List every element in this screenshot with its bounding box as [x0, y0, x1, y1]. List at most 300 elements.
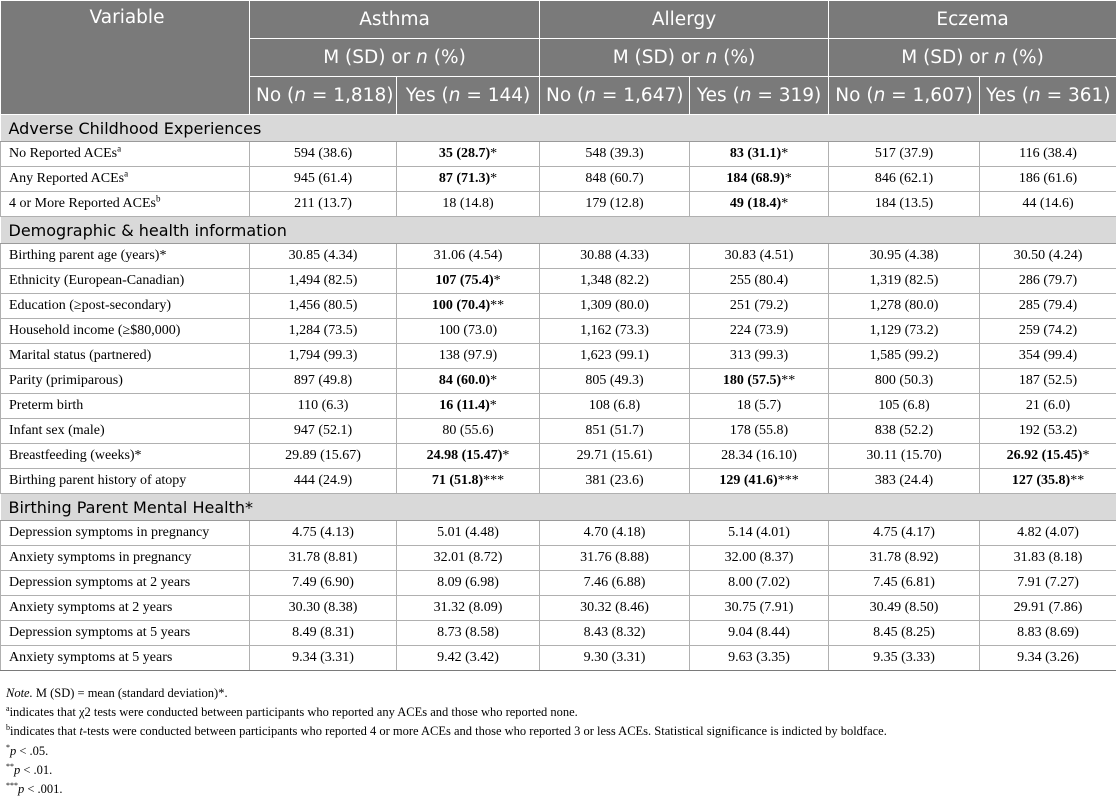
table-cell — [829, 319, 980, 344]
table-row — [1, 621, 1116, 646]
cell-value: 31.32 (8.09) — [433, 600, 503, 615]
table-cell — [980, 344, 1116, 369]
cell-value: 9.04 (8.44) — [728, 625, 790, 640]
significance-marker: * — [781, 146, 789, 161]
row-label-text: Preterm birth — [9, 398, 84, 413]
cell-value: 4.82 (4.07) — [1017, 525, 1079, 540]
table-cell — [250, 244, 397, 269]
cell-value: 49 (18.4) — [729, 196, 782, 211]
table-cell — [540, 546, 690, 571]
cell-value: 30.30 (8.38) — [288, 600, 358, 615]
significance-marker: * — [781, 196, 789, 211]
row-label-text: Anxiety symptoms at 5 years — [9, 650, 173, 665]
cell-value: 224 (73.9) — [729, 323, 789, 338]
cell-value: 1,794 (99.3) — [288, 348, 358, 363]
row-label-text: Household income (≥$80,000) — [9, 323, 181, 338]
cell-value: 31.83 (8.18) — [1013, 550, 1083, 565]
table-cell — [690, 596, 829, 621]
table-cell — [250, 269, 397, 294]
cell-value: 9.35 (3.33) — [873, 650, 935, 665]
col-header-eczema-no: No (n = 1,607) — [829, 77, 980, 115]
cell-value: 179 (12.8) — [585, 196, 644, 211]
cell-value: 285 (79.4) — [1018, 298, 1078, 313]
table-cell — [540, 192, 690, 217]
table-cell — [397, 142, 540, 167]
table-cell — [250, 369, 397, 394]
table-cell — [690, 142, 829, 167]
table-row — [1, 344, 1116, 369]
note-line: Note. M (SD) = mean (standard deviation)*. — [6, 686, 228, 700]
cell-value: 180 (57.5) — [722, 373, 782, 388]
table-cell — [980, 369, 1116, 394]
table-cell — [690, 344, 829, 369]
row-label-text: Depression symptoms in pregnancy — [9, 525, 210, 540]
table-cell — [980, 167, 1116, 192]
row-label-text: Ethnicity (European-Canadian) — [9, 273, 185, 288]
cell-value: 848 (60.7) — [585, 171, 644, 186]
group-header-allergy: Allergy — [540, 1, 829, 39]
table-cell — [540, 344, 690, 369]
cell-value: 381 (23.6) — [585, 473, 644, 488]
significance-marker: * — [490, 373, 498, 388]
table-cell — [540, 646, 690, 671]
cell-value: 187 (52.5) — [1018, 373, 1078, 388]
cell-value: 8.09 (6.98) — [437, 575, 499, 590]
table-cell — [829, 596, 980, 621]
table-cell — [980, 469, 1116, 494]
cell-value: 87 (71.3) — [438, 171, 491, 186]
table-cell — [690, 319, 829, 344]
cell-value: 1,319 (82.5) — [869, 273, 939, 288]
cell-value: 110 (6.3) — [297, 398, 349, 413]
table-cell — [690, 571, 829, 596]
table-cell — [540, 444, 690, 469]
table-cell — [397, 621, 540, 646]
row-label-text: Depression symptoms at 2 years — [9, 575, 191, 590]
table-cell — [397, 294, 540, 319]
cell-value: 354 (99.4) — [1018, 348, 1078, 363]
significance-marker: *** — [777, 473, 799, 488]
table-cell — [829, 521, 980, 546]
table-cell — [250, 571, 397, 596]
row-label-text: No Reported ACEs — [9, 146, 118, 161]
cell-value: 383 (24.4) — [874, 473, 934, 488]
significance-marker: ** — [1070, 473, 1085, 488]
row-label-text: Parity (primiparous) — [9, 373, 123, 388]
row-label — [1, 444, 250, 469]
cell-value: 5.01 (4.48) — [437, 525, 499, 540]
cell-value: 8.49 (8.31) — [292, 625, 354, 640]
row-label — [1, 419, 250, 444]
table-cell — [690, 546, 829, 571]
significance-marker: * — [784, 171, 792, 186]
row-label — [1, 344, 250, 369]
row-label — [1, 269, 250, 294]
cell-value: 286 (79.7) — [1018, 273, 1078, 288]
table-cell — [250, 167, 397, 192]
table-cell — [250, 469, 397, 494]
cell-value: 7.45 (6.81) — [873, 575, 935, 590]
cell-value: 211 (13.7) — [294, 196, 352, 211]
table-header — [1, 1, 1116, 115]
cell-value: 1,585 (99.2) — [869, 348, 939, 363]
cell-value: 4.75 (4.13) — [292, 525, 354, 540]
cell-value: 1,456 (80.5) — [288, 298, 358, 313]
cell-value: 9.63 (3.35) — [728, 650, 790, 665]
table-cell — [397, 344, 540, 369]
cell-value: 127 (35.8) — [1011, 473, 1071, 488]
table-cell — [397, 319, 540, 344]
table-cell — [250, 521, 397, 546]
cell-value: 30.49 (8.50) — [869, 600, 939, 615]
row-label — [1, 621, 250, 646]
section-title: Birthing Parent Mental Health* — [1, 494, 1116, 521]
table-cell — [250, 319, 397, 344]
cell-value: 8.00 (7.02) — [728, 575, 790, 590]
table-cell — [690, 192, 829, 217]
table-cell — [829, 546, 980, 571]
table-cell — [397, 444, 540, 469]
table-cell — [540, 596, 690, 621]
cell-value: 9.34 (3.31) — [292, 650, 354, 665]
table-cell — [540, 244, 690, 269]
table-cell — [540, 142, 690, 167]
row-label-text: Depression symptoms at 5 years — [9, 625, 191, 640]
cell-value: 30.32 (8.46) — [580, 600, 649, 615]
table-cell — [250, 344, 397, 369]
table-row — [1, 646, 1116, 671]
cell-value: 517 (37.9) — [874, 146, 934, 161]
cell-value: 186 (61.6) — [1018, 171, 1078, 186]
cell-value: 18 (14.8) — [442, 196, 494, 211]
table-cell — [690, 369, 829, 394]
table-cell — [829, 167, 980, 192]
table-cell — [829, 571, 980, 596]
table-cell — [980, 521, 1116, 546]
row-label-text: Anxiety symptoms at 2 years — [9, 600, 173, 615]
table-cell — [397, 521, 540, 546]
cell-value: 4.70 (4.18) — [583, 525, 646, 540]
cell-value: 1,309 (80.0) — [580, 298, 649, 313]
table-row — [1, 294, 1116, 319]
footnote-a: $^a$indicates that χ2 tests were conducted between participants who reported any ACEs and those who reported none. — [6, 704, 578, 720]
cell-value: 24.98 (15.47) — [426, 448, 503, 463]
table-cell — [829, 394, 980, 419]
table-cell — [690, 294, 829, 319]
table-row — [1, 546, 1116, 571]
row-label — [1, 369, 250, 394]
cell-value: 313 (99.3) — [729, 348, 789, 363]
row-label — [1, 142, 250, 167]
cell-value: 107 (75.4) — [435, 273, 494, 288]
significance-marker: * — [493, 273, 501, 288]
table-cell — [690, 444, 829, 469]
row-label — [1, 244, 250, 269]
measure-subheader: M (SD) or n (%) — [829, 39, 1116, 77]
row-label — [1, 596, 250, 621]
cell-value: 30.88 (4.33) — [580, 248, 649, 263]
cell-value: 32.01 (8.72) — [433, 550, 503, 565]
footnote-marker: b — [155, 193, 161, 204]
table-cell — [980, 596, 1116, 621]
measure-subheader: M (SD) or n (%) — [250, 39, 540, 77]
cell-value: 29.71 (15.61) — [576, 448, 653, 463]
cell-value: 1,162 (73.3) — [580, 323, 649, 338]
group-header-eczema: Eczema — [829, 1, 1116, 39]
table-cell — [250, 192, 397, 217]
table-cell — [980, 394, 1116, 419]
table-cell — [980, 294, 1116, 319]
cell-value: 31.06 (4.54) — [433, 248, 503, 263]
row-label — [1, 546, 250, 571]
table-cell — [397, 269, 540, 294]
table-cell — [540, 394, 690, 419]
col-header-asthma-yes: Yes (n = 144) — [397, 77, 540, 115]
col-header-allergy-yes: Yes (n = 319) — [690, 77, 829, 115]
significance-marker: * — [1082, 448, 1090, 463]
table-cell — [540, 269, 690, 294]
table-cell — [690, 394, 829, 419]
table-cell — [829, 419, 980, 444]
table-cell — [690, 244, 829, 269]
footnote-marker: a — [124, 168, 129, 179]
table-cell — [829, 369, 980, 394]
row-label — [1, 192, 250, 217]
cell-value: 30.83 (4.51) — [724, 248, 794, 263]
table-cell — [397, 192, 540, 217]
table-cell — [829, 344, 980, 369]
cell-value: 80 (55.6) — [442, 423, 494, 438]
section-header-row — [1, 217, 1116, 244]
footnote-marker: a — [117, 143, 122, 154]
measure-subheader: M (SD) or n (%) — [540, 39, 829, 77]
table-row — [1, 596, 1116, 621]
table-cell — [540, 571, 690, 596]
table-cell — [250, 419, 397, 444]
cell-value: 30.11 (15.70) — [866, 448, 942, 463]
table-row — [1, 394, 1116, 419]
cell-value: 16 (11.4) — [439, 398, 490, 413]
col-header-eczema-yes: Yes (n = 361) — [980, 77, 1116, 115]
table-cell — [397, 571, 540, 596]
table-cell — [250, 646, 397, 671]
cell-value: 1,348 (82.2) — [580, 273, 649, 288]
footnote-p05: *p < .05. — [6, 742, 49, 758]
cell-value: 31.78 (8.92) — [869, 550, 939, 565]
row-label — [1, 469, 250, 494]
table-cell — [690, 419, 829, 444]
table-cell — [980, 444, 1116, 469]
significance-marker: * — [490, 171, 498, 186]
table-cell — [540, 419, 690, 444]
cell-value: 116 (38.4) — [1019, 146, 1077, 161]
table-row — [1, 444, 1116, 469]
cell-value: 251 (79.2) — [729, 298, 789, 313]
row-label — [1, 646, 250, 671]
table-row — [1, 244, 1116, 269]
row-label-text: Education (≥post-secondary) — [9, 298, 172, 313]
table-cell — [829, 192, 980, 217]
table-cell — [540, 369, 690, 394]
cell-value: 31.76 (8.88) — [580, 550, 649, 565]
cell-value: 805 (49.3) — [585, 373, 644, 388]
table-cell — [829, 646, 980, 671]
table-cell — [540, 319, 690, 344]
cell-value: 947 (52.1) — [293, 423, 353, 438]
cell-value: 29.91 (7.86) — [1013, 600, 1083, 615]
table-cell — [980, 319, 1116, 344]
footnote-b: $^b$indicates that t-tests were conducted between participants who reported 4 or more ACEs and those who reported 3 or less ACEs. Statistical significance is indicted by boldface. — [6, 723, 887, 739]
cell-value: 84 (60.0) — [438, 373, 491, 388]
significance-marker: ** — [781, 373, 796, 388]
cell-value: 30.95 (4.38) — [869, 248, 939, 263]
table-cell — [250, 444, 397, 469]
table-cell — [980, 571, 1116, 596]
table-cell — [690, 469, 829, 494]
table-cell — [690, 167, 829, 192]
table-cell — [540, 167, 690, 192]
table-row — [1, 369, 1116, 394]
cell-value: 32.00 (8.37) — [724, 550, 794, 565]
table-row — [1, 192, 1116, 217]
section-header-row — [1, 115, 1116, 142]
cell-value: 1,623 (99.1) — [580, 348, 649, 363]
row-label — [1, 167, 250, 192]
table-row — [1, 469, 1116, 494]
cell-value: 1,129 (73.2) — [869, 323, 939, 338]
row-label-text: Marital status (partnered) — [9, 348, 152, 363]
cell-value: 594 (38.6) — [293, 146, 353, 161]
row-label-text: Anxiety symptoms in pregnancy — [9, 550, 192, 565]
cell-value: 9.42 (3.42) — [437, 650, 499, 665]
cell-value: 846 (62.1) — [874, 171, 934, 186]
cell-value: 1,284 (73.5) — [288, 323, 358, 338]
table-cell — [397, 369, 540, 394]
table-cell — [980, 192, 1116, 217]
table-cell — [250, 596, 397, 621]
row-label — [1, 294, 250, 319]
cell-value: 8.83 (8.69) — [1017, 625, 1079, 640]
cell-value: 838 (52.2) — [874, 423, 934, 438]
table-row — [1, 521, 1116, 546]
table-row — [1, 571, 1116, 596]
table-cell — [250, 142, 397, 167]
table-body — [1, 115, 1116, 671]
table-row — [1, 167, 1116, 192]
table-cell — [690, 621, 829, 646]
section-title: Demographic & health information — [1, 217, 1116, 244]
cell-value: 548 (39.3) — [585, 146, 644, 161]
cell-value: 800 (50.3) — [874, 373, 934, 388]
section-header-row — [1, 494, 1116, 521]
row-label — [1, 394, 250, 419]
table-cell — [690, 521, 829, 546]
significance-marker: ** — [490, 298, 505, 313]
table-cell — [397, 646, 540, 671]
cell-value: 35 (28.7) — [438, 146, 491, 161]
cell-value: 178 (55.8) — [729, 423, 789, 438]
cell-value: 9.34 (3.26) — [1017, 650, 1079, 665]
col-header-asthma-no: No (n = 1,818) — [250, 77, 397, 115]
variable-header: Variable — [1, 1, 250, 115]
table-cell — [540, 294, 690, 319]
row-label-text: Any Reported ACEs — [9, 171, 125, 186]
table-cell — [980, 142, 1116, 167]
cell-value: 18 (5.7) — [736, 398, 782, 413]
table-cell — [980, 646, 1116, 671]
significance-marker: * — [490, 146, 498, 161]
row-label-text: 4 or More Reported ACEs — [9, 196, 156, 211]
table-cell — [829, 621, 980, 646]
cell-value: 30.85 (4.34) — [288, 248, 358, 263]
cell-value: 184 (13.5) — [874, 196, 934, 211]
cell-value: 29.89 (15.67) — [285, 448, 361, 463]
row-label-text: Breastfeeding (weeks)* — [9, 448, 142, 463]
table-row — [1, 319, 1116, 344]
cell-value: 1,278 (80.0) — [869, 298, 939, 313]
table-cell — [250, 546, 397, 571]
cell-value: 851 (51.7) — [585, 423, 644, 438]
group-header-asthma: Asthma — [250, 1, 540, 39]
cell-value: 83 (31.1) — [729, 146, 782, 161]
significance-marker: * — [489, 398, 497, 413]
cell-value: 129 (41.6) — [719, 473, 778, 488]
table-cell — [540, 521, 690, 546]
footnote-p01: **p < .01. — [6, 761, 53, 777]
table-notes — [6, 684, 887, 799]
table-cell — [540, 469, 690, 494]
cell-value: 31.78 (8.81) — [288, 550, 358, 565]
table-cell — [829, 294, 980, 319]
footnote-p001: ***p < .001. — [6, 780, 63, 797]
cell-value: 8.43 (8.32) — [583, 625, 646, 640]
table-row — [1, 269, 1116, 294]
table-cell — [829, 269, 980, 294]
table-cell — [250, 294, 397, 319]
table-cell — [980, 621, 1116, 646]
table-cell — [397, 419, 540, 444]
cell-value: 7.91 (7.27) — [1017, 575, 1079, 590]
table-cell — [397, 596, 540, 621]
table-cell — [397, 167, 540, 192]
table-cell — [980, 244, 1116, 269]
table-cell — [540, 621, 690, 646]
table-cell — [250, 394, 397, 419]
table-cell — [829, 244, 980, 269]
table-cell — [980, 546, 1116, 571]
table-row — [1, 142, 1116, 167]
cell-value: 30.75 (7.91) — [724, 600, 794, 615]
row-label — [1, 319, 250, 344]
cell-value: 71 (51.8) — [431, 473, 484, 488]
table-cell — [250, 621, 397, 646]
table-cell — [829, 142, 980, 167]
cell-value: 184 (68.9) — [726, 171, 785, 186]
table-cell — [980, 269, 1116, 294]
cell-value: 26.92 (15.45) — [1006, 448, 1083, 463]
cell-value: 4.75 (4.17) — [873, 525, 935, 540]
cell-value: 1,494 (82.5) — [288, 273, 358, 288]
table-cell — [690, 269, 829, 294]
row-label — [1, 571, 250, 596]
significance-marker: * — [502, 448, 510, 463]
cell-value: 255 (80.4) — [729, 273, 789, 288]
col-header-allergy-no: No (n = 1,647) — [540, 77, 690, 115]
cell-value: 138 (97.9) — [438, 348, 498, 363]
section-title: Adverse Childhood Experiences — [1, 115, 1116, 142]
table-cell — [829, 444, 980, 469]
cell-value: 100 (73.0) — [438, 323, 498, 338]
